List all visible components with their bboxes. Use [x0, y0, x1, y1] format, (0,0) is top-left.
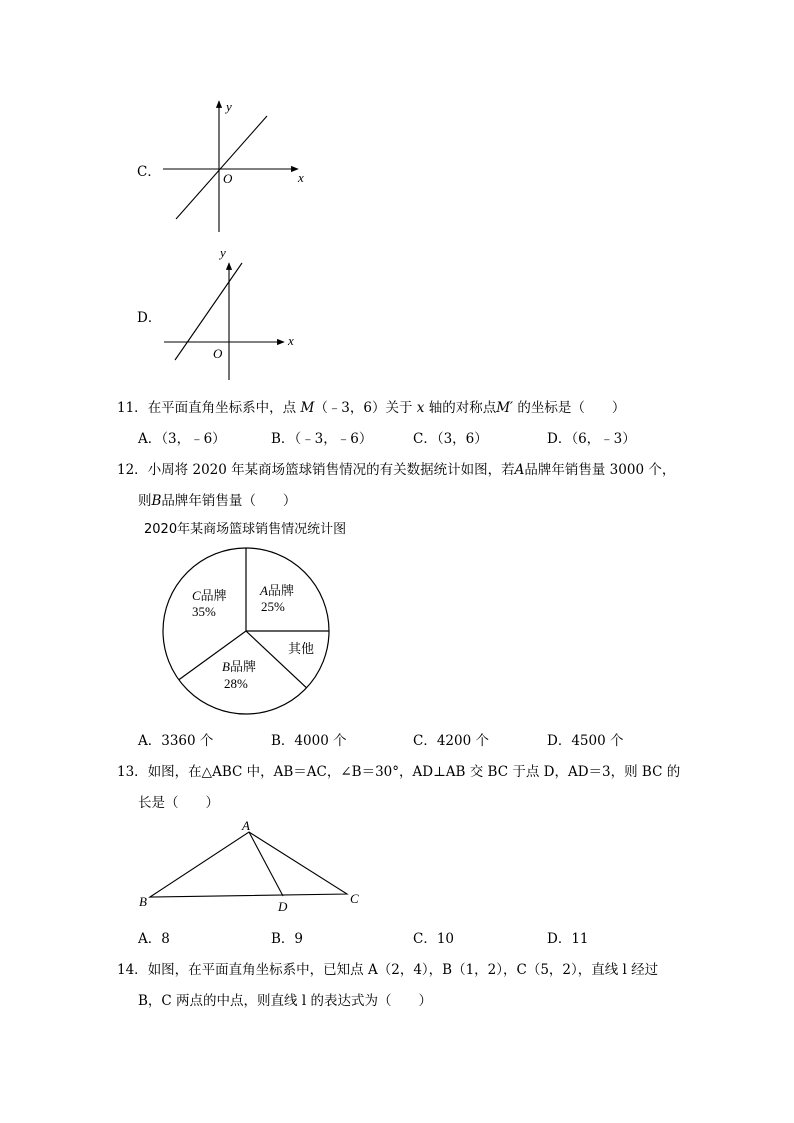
- q12-a: A: [514, 462, 525, 478]
- q11-text-c: 轴的对称点: [428, 400, 497, 416]
- q11-text-d: 的坐标是（ ）: [517, 400, 626, 416]
- q11-text-b: （﹣3，6）关于: [314, 400, 413, 416]
- q13-line1: [117, 760, 680, 780]
- q12-line1: [117, 458, 675, 478]
- slice-c-label: C品牌: [192, 588, 227, 603]
- q13-number: 13．: [117, 764, 148, 780]
- q12-line1-a: 小周将 2020 年某商场篮球销售情况的有关数据统计如图，若: [147, 462, 515, 478]
- q13-option-d[interactable]: D．11: [547, 931, 589, 947]
- q11-option-c[interactable]: C．（3，6）: [413, 431, 488, 447]
- q13-option-c[interactable]: C．10: [413, 931, 455, 947]
- slice-b-percent: 28%: [224, 676, 248, 691]
- slice-a-label: A品牌: [260, 583, 294, 598]
- pie-chart: [160, 545, 336, 721]
- q11-m2: M′: [496, 400, 514, 416]
- q11-x: x: [416, 400, 425, 416]
- tri-label-c: C: [350, 891, 359, 906]
- chart-title: 2020年某商场篮球销售情况统计图: [144, 522, 347, 537]
- segment-ad: [249, 832, 283, 896]
- q11-stem: [117, 396, 625, 416]
- d-y-label: y: [220, 245, 226, 260]
- q12-line2-a: 则: [138, 493, 152, 509]
- c-origin-label: O: [223, 171, 233, 186]
- q12-option-a[interactable]: A．3360 个: [138, 733, 214, 749]
- d-line: [175, 263, 242, 360]
- tri-label-b: B: [139, 894, 147, 909]
- q12-line1-b: 品牌年销售量 3000 个，: [524, 462, 676, 478]
- q11-number: 11．: [117, 400, 148, 416]
- tri-label-a: A: [242, 818, 250, 833]
- q11-option-a[interactable]: A．（3，﹣6）: [138, 431, 226, 447]
- q12-number: 12．: [117, 462, 148, 478]
- slice-other-label: 其他: [288, 641, 315, 656]
- q12-option-b[interactable]: B．4000 个: [271, 733, 347, 749]
- q13-line2: 长是（ ）: [138, 795, 219, 811]
- slice-c-percent: 35%: [192, 604, 216, 619]
- slice-b-label: B品牌: [222, 659, 256, 674]
- q14-line1: [117, 958, 658, 978]
- q14-line2: B，C 两点的中点，则直线 l 的表达式为（ ）: [138, 993, 432, 1009]
- d-origin-label: O: [213, 346, 223, 361]
- q14-number: 14．: [117, 962, 148, 978]
- q14-line1-text: 如图，在平面直角坐标系中，已知点 A（2，4），B（1，2），C（5，2），直线 l 经过: [147, 962, 659, 978]
- d-x-label: x: [288, 333, 294, 348]
- slice-a-percent: 25%: [261, 599, 285, 614]
- c-y-label: y: [226, 99, 232, 114]
- q12-option-d[interactable]: D．4500 个: [547, 733, 624, 749]
- q13-line1-text: 如图，在△ABC 中，AB＝AC，∠B＝30°，AD⊥AB 交 BC 于点 D，AD＝3，则 BC 的: [147, 764, 681, 780]
- q11-text-a: 在平面直角坐标系中，点: [147, 400, 297, 416]
- q13-option-a[interactable]: A．8: [138, 931, 170, 947]
- c-x-label: x: [298, 170, 304, 185]
- q12-option-c[interactable]: C．4200 个: [413, 733, 489, 749]
- option-d-label: D．: [137, 310, 162, 326]
- tri-label-d: D: [278, 899, 288, 914]
- q12-b: B: [151, 493, 162, 509]
- q11-option-b[interactable]: B．（﹣3，﹣6）: [271, 431, 373, 447]
- q12-line2-b: 品牌年销售量（ ）: [161, 493, 297, 509]
- option-c-label: C．: [137, 164, 161, 180]
- triangle-abc: [150, 832, 347, 897]
- q13-option-b[interactable]: B．9: [271, 931, 304, 947]
- c-line: [176, 116, 267, 219]
- q12-line2: [138, 489, 296, 509]
- q11-m: M: [300, 400, 315, 416]
- q11-option-d[interactable]: D．（6，﹣3）: [547, 431, 636, 447]
